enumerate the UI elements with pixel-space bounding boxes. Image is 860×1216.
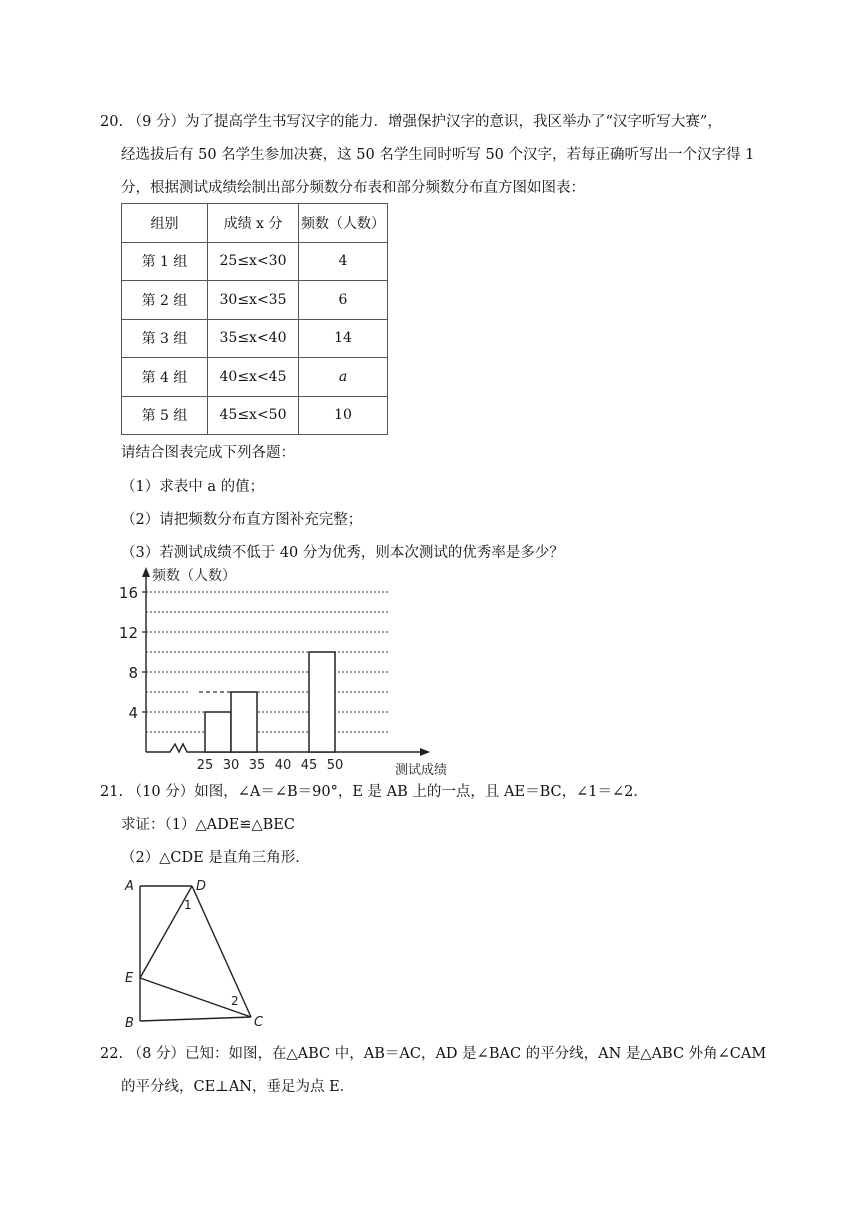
- q21-text-1: 如图，∠A＝∠B＝90°，E 是 AB 上的一点，且 AE＝BC，∠1＝∠2．: [194, 784, 648, 800]
- histogram-bar: [205, 712, 231, 752]
- x-tick-label: 30: [222, 758, 240, 773]
- label-a: A: [125, 879, 134, 894]
- frequency-table: [121, 203, 388, 435]
- table-row: [122, 281, 388, 320]
- x-tick-label: 45: [300, 758, 318, 773]
- x-tick-label: 40: [274, 758, 292, 773]
- q20-number: 20.: [100, 114, 124, 130]
- table-row: [122, 358, 388, 397]
- table-cell: 40≤x<45: [208, 358, 299, 397]
- label-d: D: [196, 879, 207, 894]
- table-row: [122, 396, 388, 435]
- table-cell: 第 3 组: [122, 319, 208, 358]
- y-axis-arrow: [142, 567, 150, 577]
- segment-dc: [192, 886, 251, 1017]
- y-tick-label: 8: [128, 664, 138, 682]
- table-cell: 第 4 组: [122, 358, 208, 397]
- q20-sub1: （1）求表中 a 的值；: [121, 479, 265, 495]
- q20-prompt: 请结合图表完成下列各题：: [121, 445, 295, 461]
- x-axis-arrow: [420, 748, 430, 756]
- label-c: C: [254, 1015, 264, 1030]
- q22-line2: 的平分线，CE⊥AN，垂足为点 E．: [121, 1079, 355, 1095]
- label-e: E: [125, 971, 134, 986]
- q22-points: （8 分）: [127, 1046, 186, 1062]
- y-tick-label: 4: [128, 704, 138, 722]
- q21-line2: 求证：（1）△ADE≌△BEC: [121, 817, 295, 833]
- label-angle-2: 2: [231, 994, 239, 1008]
- y-axis-label: 频数（人数）: [152, 568, 236, 584]
- table-cell: 45≤x<50: [208, 396, 299, 435]
- geometry-figure: [118, 874, 268, 1034]
- table-cell: 25≤x<30: [208, 242, 299, 281]
- q20-points: （9 分）: [127, 114, 186, 130]
- x-tick-label: 50: [326, 758, 344, 773]
- x-axis: [146, 744, 420, 752]
- q21-number: 21.: [100, 784, 124, 800]
- table-header: 组别: [122, 204, 208, 243]
- table-header-row: [122, 204, 388, 243]
- segment-bc: [140, 1017, 251, 1021]
- x-axis-label: 测试成绩: [395, 763, 448, 778]
- table-header: 频数（人数）: [299, 204, 388, 243]
- table-cell: a: [299, 358, 388, 397]
- y-tick-label: 12: [118, 624, 138, 642]
- histogram-bar: [231, 692, 257, 752]
- table-cell: 第 1 组: [122, 242, 208, 281]
- x-tick-label: 35: [248, 758, 266, 773]
- table-cell: 6: [299, 281, 388, 320]
- table-header: 成绩 x 分: [208, 204, 299, 243]
- y-tick-label: 16: [118, 584, 138, 602]
- histogram-chart: [110, 565, 450, 778]
- histogram-bar: [309, 652, 335, 752]
- q20-text-1: 为了提高学生书写汉字的能力．增强保护汉字的意识，我区举办了“汉字听写大赛”，: [185, 114, 722, 130]
- table-cell: 30≤x<35: [208, 281, 299, 320]
- x-tick-label: 25: [196, 758, 214, 773]
- table-cell: 10: [299, 396, 388, 435]
- q20-line1: [100, 112, 722, 132]
- q20-line2: 经选拔后有 50 名学生参加决赛，这 50 名学生同时听写 50 个汉字，若每正确听写出一个汉字得 1: [121, 147, 755, 163]
- table-row: [122, 242, 388, 281]
- table-row: [122, 319, 388, 358]
- q22-text-1: 已知：如图，在△ABC 中，AB＝AC，AD 是∠BAC 的平分线，AN 是△ABC 外角∠CAM: [185, 1046, 767, 1062]
- q22-line1: [100, 1044, 766, 1064]
- q21-points: （10 分）: [127, 784, 195, 800]
- q21-line3: （2）△CDE 是直角三角形．: [121, 850, 310, 866]
- q20-sub2: （2）请把频数分布直方图补充完整；: [121, 512, 363, 528]
- table-cell: 第 5 组: [122, 396, 208, 435]
- q21-line1: [100, 782, 648, 802]
- table-cell: 第 2 组: [122, 281, 208, 320]
- q22-number: 22.: [100, 1046, 124, 1062]
- table-cell: 4: [299, 242, 388, 281]
- label-b: B: [125, 1016, 134, 1031]
- q20-sub3: （3）若测试成绩不低于 40 分为优秀，则本次测试的优秀率是多少？: [121, 545, 564, 561]
- table-cell: 14: [299, 319, 388, 358]
- q20-line3: 分，根据测试成绩绘制出部分频数分布表和部分频数分布直方图如图表：: [121, 180, 585, 196]
- table-cell: 35≤x<40: [208, 319, 299, 358]
- label-angle-1: 1: [184, 898, 192, 912]
